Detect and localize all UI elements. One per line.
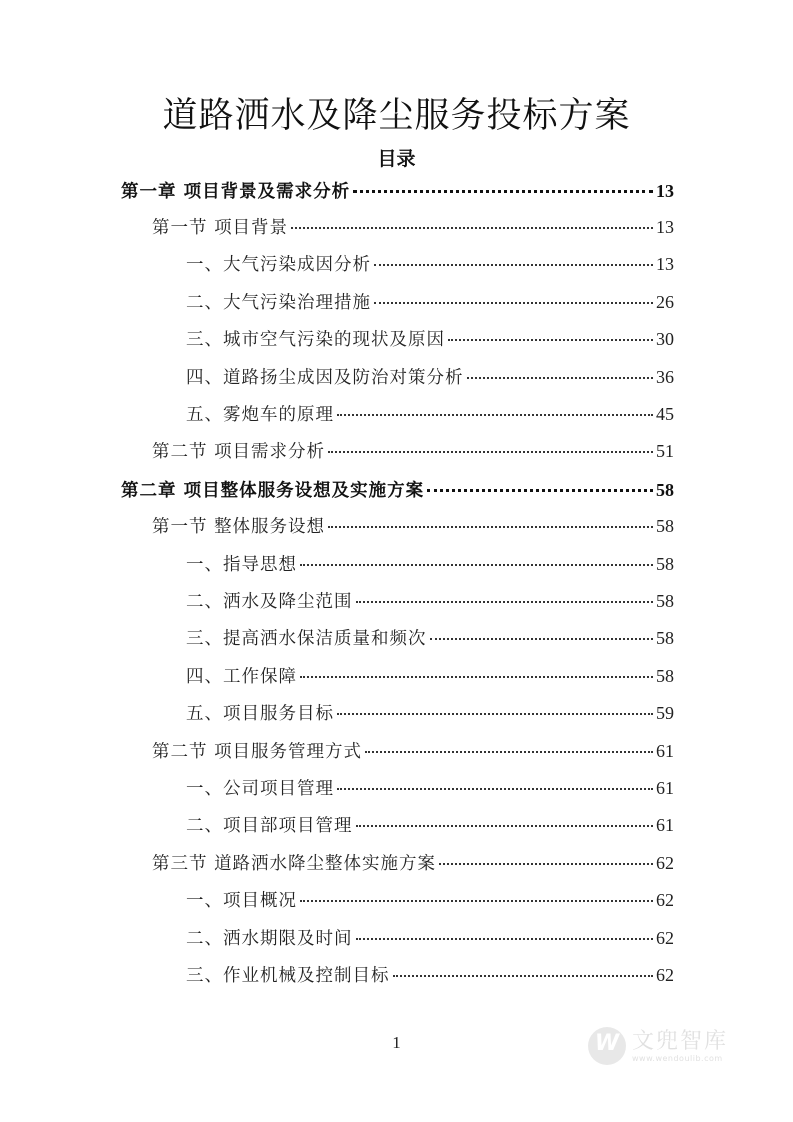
toc-entry[interactable] <box>186 400 674 430</box>
toc-entry[interactable] <box>186 288 674 318</box>
toc-entry-label: 三、城市空气污染的现状及原因 <box>186 330 445 351</box>
toc-entry-label: 二、洒水期限及时间 <box>186 928 353 949</box>
toc-entry[interactable] <box>186 924 674 954</box>
dot-leader <box>356 583 654 603</box>
dot-leader <box>328 434 653 454</box>
toc-entry[interactable] <box>186 550 674 580</box>
toc-entry-label: 一、公司项目管理 <box>186 778 334 799</box>
toc-entry-page: 58 <box>656 553 674 574</box>
toc-entry[interactable] <box>186 961 674 991</box>
dot-leader <box>337 396 653 416</box>
dot-leader <box>439 845 653 865</box>
toc-entry-page: 62 <box>656 927 674 948</box>
dot-leader <box>365 733 653 753</box>
toc-entry-page: 30 <box>656 329 674 350</box>
toc-entry[interactable] <box>152 513 674 543</box>
toc-entry[interactable] <box>186 363 674 393</box>
toc-entry-label: 五、项目服务目标 <box>186 704 334 725</box>
toc-entry-page: 13 <box>656 180 674 201</box>
dot-leader <box>374 284 653 304</box>
toc-entry-page: 58 <box>656 516 674 537</box>
toc-entry[interactable] <box>152 849 674 879</box>
page-number: 1 <box>392 1033 401 1052</box>
toc-entry-label: 三、作业机械及控制目标 <box>186 965 390 986</box>
watermark-url: www.wendoulib.com <box>632 1053 723 1063</box>
dot-leader <box>328 509 653 529</box>
toc-entry[interactable] <box>186 625 674 655</box>
dot-leader <box>300 546 653 566</box>
toc-entry-label: 三、提高洒水保洁质量和频次 <box>186 629 427 650</box>
watermark <box>588 1020 758 1072</box>
toc-entry-page: 45 <box>656 403 674 424</box>
toc-entry-label: 二、项目部项目管理 <box>186 816 353 837</box>
toc-entry[interactable] <box>121 475 674 505</box>
toc-entry-page: 51 <box>656 441 674 462</box>
toc-entry[interactable] <box>186 774 674 804</box>
toc-entry[interactable] <box>186 700 674 730</box>
document-title: 道路洒水及降尘服务投标方案 <box>162 96 631 136</box>
toc-entry-page: 62 <box>656 852 674 873</box>
toc-entry-page: 62 <box>656 964 674 985</box>
toc-entry-page: 13 <box>656 254 674 275</box>
toc-entry-label: 一、指导思想 <box>186 554 297 575</box>
watermark-name: 文兜智库 <box>632 1028 729 1054</box>
toc-entry-label: 第一节 整体服务设想 <box>152 517 326 538</box>
dot-leader <box>337 770 653 790</box>
toc-entry-page: 58 <box>656 628 674 649</box>
toc-entry-label: 四、工作保障 <box>186 666 297 687</box>
dot-leader <box>356 920 654 940</box>
toc-entry[interactable] <box>121 176 674 206</box>
toc-entry[interactable] <box>152 438 674 468</box>
toc-entry[interactable] <box>152 737 674 767</box>
toc-entry-page: 58 <box>656 665 674 686</box>
toc-entry-label: 第二节 项目服务管理方式 <box>152 741 363 762</box>
dot-leader <box>448 322 653 342</box>
dot-leader <box>300 658 653 678</box>
toc-entry-label: 第一节 项目背景 <box>152 217 289 238</box>
wendou-logo-icon: W <box>588 1027 626 1065</box>
toc-entry-label: 第一章 项目背景及需求分析 <box>121 181 351 202</box>
toc-entry[interactable] <box>186 887 674 917</box>
toc-entry-label: 第二章 项目整体服务设想及实施方案 <box>121 480 425 501</box>
toc-heading: 目录 <box>377 148 416 170</box>
toc-entry-page: 61 <box>656 740 674 761</box>
toc-entry-page: 61 <box>656 777 674 798</box>
toc-entry[interactable] <box>186 326 674 356</box>
toc-entry-page: 62 <box>656 890 674 911</box>
toc-entry-page: 13 <box>656 216 674 237</box>
dot-leader <box>291 209 653 229</box>
toc-entry-page: 58 <box>656 590 674 611</box>
toc-entry[interactable] <box>186 251 674 281</box>
dot-leader <box>467 359 654 379</box>
dot-leader <box>337 696 653 716</box>
toc-entry[interactable] <box>186 812 674 842</box>
dot-leader <box>427 471 653 492</box>
dot-leader <box>353 172 653 193</box>
dot-leader <box>300 883 653 903</box>
toc-entry-page: 36 <box>656 366 674 387</box>
dot-leader <box>430 621 654 641</box>
dot-leader <box>374 247 653 267</box>
toc-entry-label: 一、项目概况 <box>186 891 297 912</box>
toc-entry-label: 五、雾炮车的原理 <box>186 404 334 425</box>
dot-leader <box>393 957 654 977</box>
toc-entry-page: 61 <box>656 815 674 836</box>
toc-entry-page: 26 <box>656 291 674 312</box>
toc-entry[interactable] <box>186 587 674 617</box>
toc-entry[interactable] <box>186 662 674 692</box>
toc-entry-label: 二、大气污染治理措施 <box>186 292 371 313</box>
toc-entry-page: 58 <box>656 479 674 500</box>
toc-entry-label: 第三节 道路洒水降尘整体实施方案 <box>152 853 437 874</box>
toc-entry-label: 第二节 项目需求分析 <box>152 442 326 463</box>
toc-entry-page: 59 <box>656 703 674 724</box>
toc-entry-label: 一、大气污染成因分析 <box>186 255 371 276</box>
dot-leader <box>356 808 654 828</box>
toc-entry-label: 四、道路扬尘成因及防治对策分析 <box>186 367 464 388</box>
toc-entry[interactable] <box>152 213 674 243</box>
toc-entry-label: 二、洒水及降尘范围 <box>186 591 353 612</box>
